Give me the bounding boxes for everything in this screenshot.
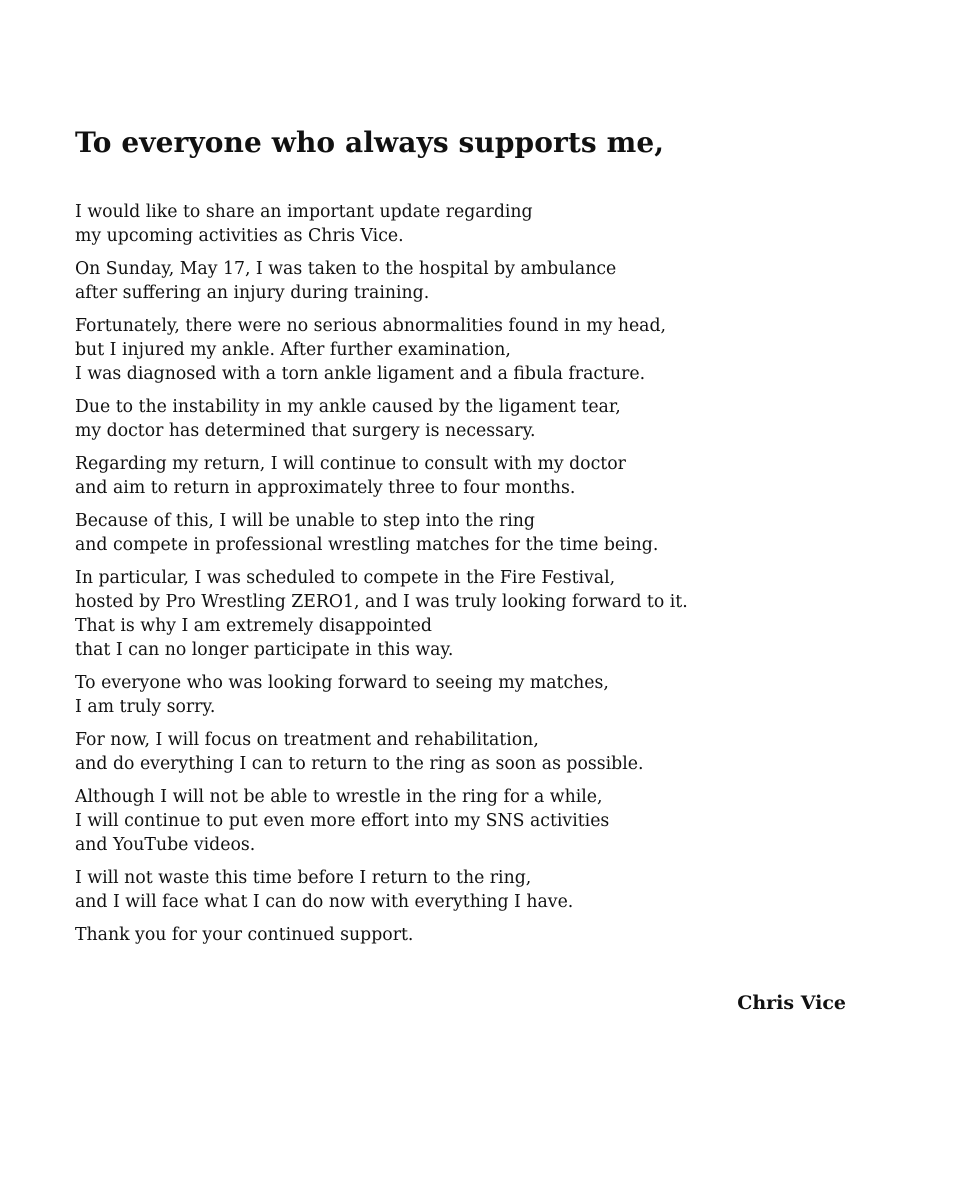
paragraph-line: I am truly sorry. [75,697,216,717]
paragraph-line: To everyone who was looking forward to seeing my matches, [75,673,609,693]
paragraph-line: after suffering an injury during training. [75,283,430,303]
paragraph-line: For now, I will focus on treatment and rehabilitation, [75,730,539,750]
paragraph-line: I was diagnosed with a torn ankle ligament and a fibula fracture. [75,364,646,384]
body-paragraph [75,566,875,662]
paragraph-line: and YouTube videos. [75,835,256,855]
paragraph-line: I would like to share an important update regarding [75,202,533,222]
paragraph-line: In particular, I was scheduled to compete in the Fire Festival, [75,568,616,588]
body-paragraph [75,314,875,386]
paragraph-line: and do everything I can to return to the ring as soon as possible. [75,754,644,774]
greeting-heading: To everyone who always supports me, [75,126,665,159]
paragraph-line: Regarding my return, I will continue to consult with my doctor [75,454,626,474]
paragraph-line: I will continue to put even more effort into my SNS activities [75,811,610,831]
paragraph-line: Because of this, I will be unable to step into the ring [75,511,535,531]
paragraph-line: but I injured my ankle. After further examination, [75,340,511,360]
paragraph-line: that I can no longer participate in this way. [75,640,454,660]
body-paragraph [75,671,875,719]
letter [75,124,875,956]
paragraph-line: Thank you for your continued support. [75,925,414,945]
paragraph-line: Although I will not be able to wrestle in the ring for a while, [75,787,603,807]
body-paragraph [75,257,875,305]
paragraph-line: my upcoming activities as Chris Vice. [75,226,404,246]
body-paragraph [75,395,875,443]
paragraph-line: hosted by Pro Wrestling ZERO1, and I was truly looking forward to it. [75,592,688,612]
paragraph-line: and compete in professional wrestling matches for the time being. [75,535,659,555]
body-paragraph [75,200,875,248]
body-paragraph [75,785,875,857]
paragraph-line: On Sunday, May 17, I was taken to the hospital by ambulance [75,259,617,279]
body-paragraph [75,728,875,776]
body-paragraph [75,866,875,914]
letter-body [75,200,875,947]
paragraph-line: Due to the instability in my ankle caused by the ligament tear, [75,397,621,417]
paragraph-line: my doctor has determined that surgery is necessary. [75,421,536,441]
body-paragraph [75,452,875,500]
paragraph-line: and I will face what I can do now with everything I have. [75,892,574,912]
paragraph-line: Fortunately, there were no serious abnormalities found in my head, [75,316,667,336]
paragraph-line: That is why I am extremely disappointed [75,616,432,636]
signature: Chris Vice [737,992,846,1014]
body-paragraph [75,923,875,947]
paragraph-line: and aim to return in approximately three to four months. [75,478,576,498]
body-paragraph [75,509,875,557]
paragraph-line: I will not waste this time before I return to the ring, [75,868,532,888]
